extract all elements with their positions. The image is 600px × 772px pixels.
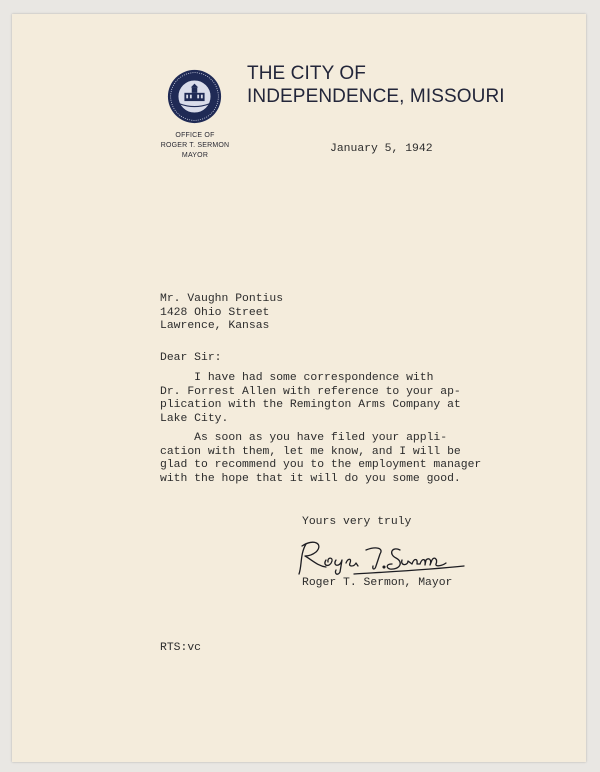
paragraph-line: glad to recommend you to the employment manager — [160, 459, 482, 472]
body-paragraph-1 — [160, 372, 461, 427]
letterhead-title-line1: THE CITY OF — [247, 63, 366, 84]
paragraph-line: As soon as you have filed your appli- — [160, 432, 448, 444]
letter-page — [12, 14, 586, 762]
salutation: Dear Sir: — [160, 352, 222, 364]
letterhead-office — [145, 131, 245, 161]
paragraph-line: with the hope that it will do you some good. — [160, 473, 461, 486]
paragraph-line: I have had some correspondence with — [160, 372, 434, 384]
recipient-street: 1428 Ohio Street — [160, 306, 270, 319]
office-name: ROGER T. SERMON — [160, 142, 230, 149]
paragraph-line: cation with them, let me know, and I will be — [160, 445, 461, 458]
body-paragraph-2 — [160, 432, 481, 487]
recipient-city: Lawrence, Kansas — [160, 320, 270, 332]
paragraph-line: Dr. Forrest Allen with reference to your ap- — [160, 385, 461, 398]
letterhead-title-line2: INDEPENDENCE, MISSOURI — [247, 86, 505, 107]
city-seal-icon — [167, 69, 222, 124]
recipient-name: Mr. Vaughn Pontius — [160, 293, 284, 305]
paragraph-line: Lake City. — [160, 413, 229, 426]
closing: Yours very truly — [302, 516, 412, 528]
reference-initials: RTS:vc — [160, 642, 202, 654]
office-label: OFFICE OF — [175, 132, 215, 139]
recipient-address — [160, 293, 283, 334]
paragraph-line: plication with the Remington Arms Company at — [160, 399, 461, 412]
handwritten-signature — [296, 536, 466, 578]
office-title: MAYOR — [181, 152, 209, 159]
signer-name: Roger T. Sermon, Mayor — [302, 577, 453, 589]
letter-date: January 5, 1942 — [330, 143, 433, 155]
